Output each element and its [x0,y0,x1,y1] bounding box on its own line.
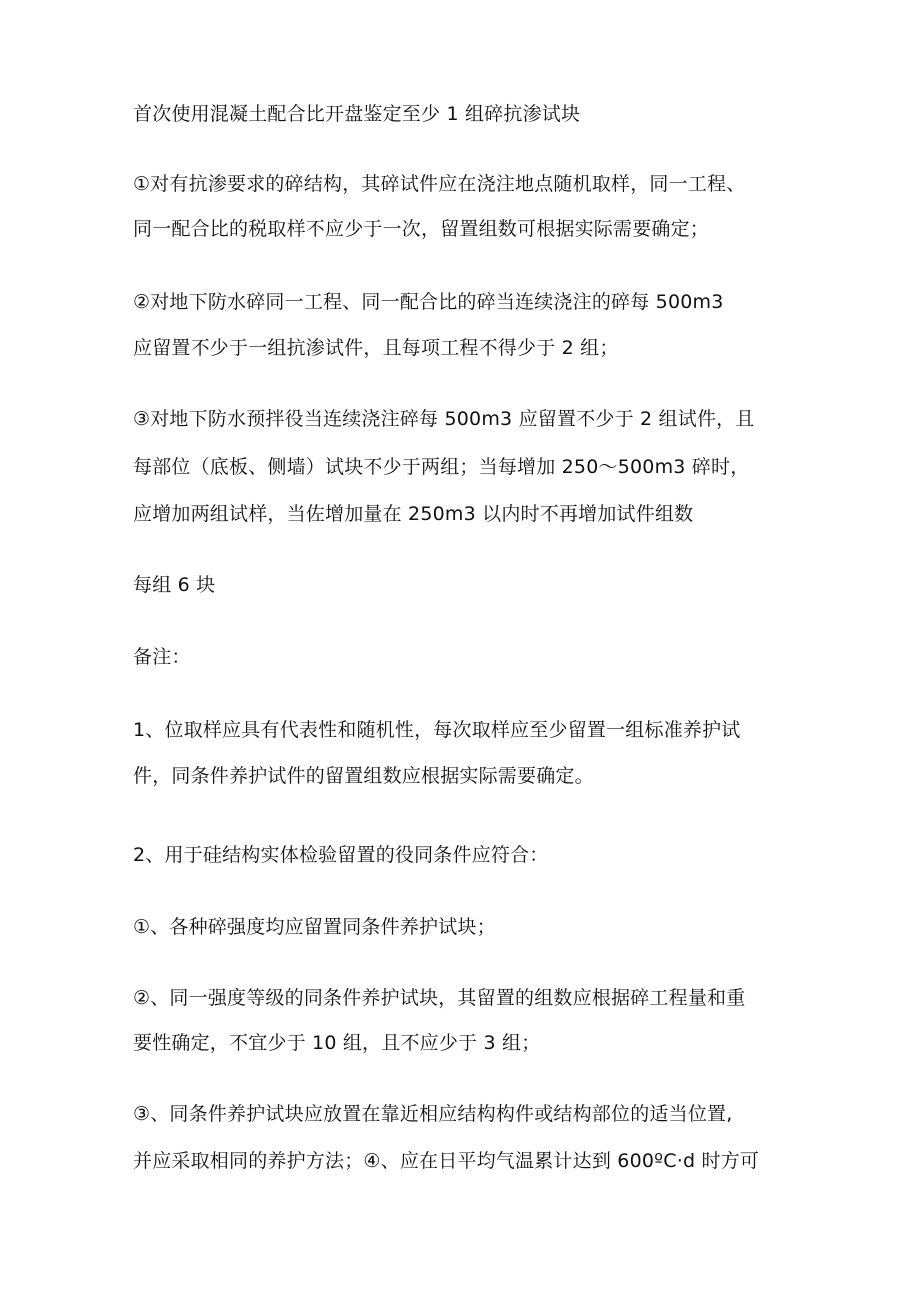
text-line: 1、位取样应具有代表性和随机性，每次取样应至少留置一组标准养护试 [133,719,741,741]
text-line: 应增加两组试样，当佐增加量在 250m3 以内时不再增加试件组数 [133,503,694,525]
text-line: 并应采取相同的养护方法；④、应在日平均气温累计达到 600ºC·d 时方可 [133,1150,760,1172]
text-line: 每组 6 块 [133,574,216,596]
text-line: ①、各种碎强度均应留置同条件养护试块； [133,916,496,938]
text-line: 件，同条件养护试件的留置组数应根据实际需要确定。 [133,765,594,787]
text-line: 同一配合比的税取样不应少于一次，留置组数可根据实际需要确定； [133,218,710,240]
text-line: ③、同条件养护试块应放置在靠近相应结构构件或结构部位的适当位置, [133,1103,733,1125]
text-line: 2、用于硅结构实体检验留置的役同条件应符合： [133,844,549,866]
text-line: 首次使用混凝土配合比开盘鉴定至少 1 组碎抗渗试块 [133,103,581,125]
text-line: 应留置不少于一组抗渗试件，且每项工程不得少于 2 组； [133,337,619,359]
text-line: 每部位（底板、侧墙）试块不少于两组；当每增加 250～500m3 碎时， [133,456,750,478]
text-line: 要性确定，不宜少于 10 组，且不应少于 3 组； [133,1032,541,1054]
text-line: ②、同一强度等级的同条件养护试块，其留置的组数应根据碎工程量和重 [133,987,746,1009]
text-line: ①对有抗渗要求的碎结构，其碎试件应在浇注地点随机取样，同一工程、 [133,173,746,195]
text-line: ②对地下防水碎同一工程、同一配合比的碎当连续浇注的碎每 500m3 [133,291,724,313]
text-line: ③对地下防水预拌役当连续浇注碎每 500m3 应留置不少于 2 组试件，且 [133,408,755,430]
text-line: 备注： [133,646,191,668]
